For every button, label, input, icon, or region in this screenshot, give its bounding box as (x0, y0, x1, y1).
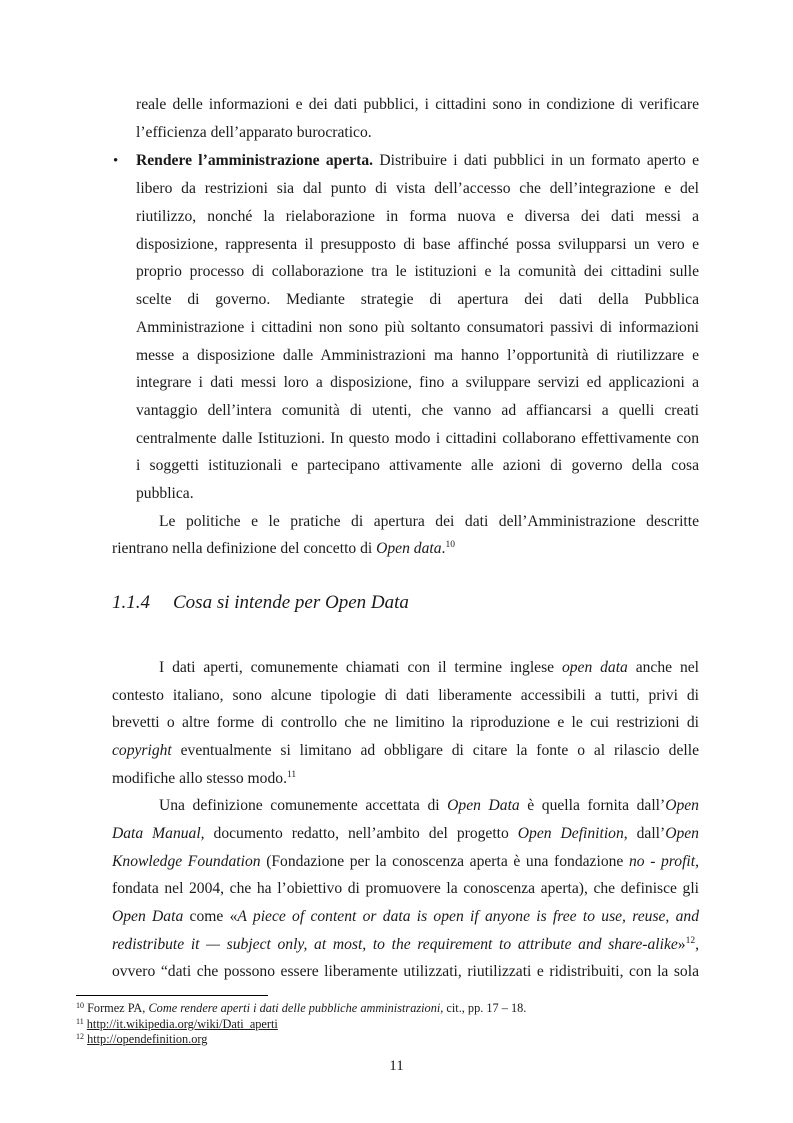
definition-line-2: Data Manual, documento redatto, nell’ambito del progetto Open Definition, dall’Open (112, 825, 699, 842)
bullet-line: Amministrazione i cittadini non sono più soltanto consumatori passivi di informazioni (136, 319, 699, 336)
intro-line-2: l’efficienza dell’apparato burocratico. (136, 124, 372, 141)
bullet-line: vantaggio dell’intera comunità di utenti, che vanno ad affiancarsi a quelli creati (136, 402, 699, 419)
footnote-12-link[interactable]: http://opendefinition.org (87, 1032, 208, 1046)
section-heading (112, 592, 409, 614)
policies-line-1: Le politiche e le pratiche di apertura dei dati dell’Amministrazione descritte (159, 513, 699, 530)
footnote-ref-11: 11 (286, 770, 297, 780)
bullet-line: centralmente dalle Istituzioni. In questo modo i cittadini collaborano effettivamente con (136, 430, 699, 447)
bullet-bold-lead: Rendere l’amministrazione aperta. (136, 152, 374, 169)
bullet-icon: • (113, 153, 119, 169)
footnote-ref-10: 10 (445, 540, 455, 550)
bullet-line: integrare i dati messi loro a disposizione, fino a sviluppare servizi ed applicazioni a (136, 374, 699, 391)
footnote-separator (76, 995, 268, 996)
bullet-last-line: pubblica. (136, 485, 194, 502)
definition-line-6: redistribute it — subject only, at most, to the requirement to attribute and share-alike»$^{12}$, (112, 936, 699, 953)
footnote-ref-12: 12 (685, 936, 696, 946)
definition-line-1: Una definizione comunemente accettata di Open Data è quella fornita dall’Open (159, 797, 699, 814)
section-number: 1.1.4 (112, 592, 150, 613)
definition-line-4: fondata nel 2004, che ha l’obiettivo di promuovere la conoscenza aperta), che definisce gli (112, 880, 699, 897)
bullet-line: scelte di governo. Mediante strategie di apertura dei dati della Pubblica (136, 291, 699, 308)
open-data-line-3: brevetti o altre forme di controllo che ne limitino la riproduzione e le cui restrizioni di (112, 714, 699, 731)
bullet-line: libero da restrizioni sia dal punto di vista dell’accesso che dell’integrazione e del (136, 180, 699, 197)
footnote-10: $^{10}$ Formez PA, Come rendere aperti i dati delle pubbliche amministrazioni, cit., pp. 17 – 18. (76, 1001, 527, 1015)
bullet-line: messe a disposizione dalle Amministrazioni ma hanno l’opportunità di riutilizzare e (136, 347, 699, 364)
bullet-line: disposizione, rappresenta il presupposto di base affinché possa svilupparsi un vero e (136, 236, 699, 253)
intro-line-1: reale delle informazioni e dei dati pubblici, i cittadini sono in condizione di verificare (136, 96, 699, 113)
bullet-line: riutilizzo, nonché la rielaborazione in forma nuova e diversa dei dati messi a (136, 208, 699, 225)
footnote-11: $^{11}$ http://it.wikipedia.org/wiki/Dati_aperti (76, 1017, 278, 1031)
definition-line-7: ovvero “dati che possono essere liberamente utilizzati, riutilizzati e ridistribuiti, con la sola (112, 963, 699, 980)
bullet-line-1: Rendere l’amministrazione aperta. Distribuire i dati pubblici in un formato aperto e (136, 152, 700, 169)
definition-line-3: Knowledge Foundation (Fondazione per la conoscenza aperta è una fondazione no - profit, (112, 853, 699, 870)
page-number: 11 (389, 1058, 404, 1074)
bullet-line: i soggetti istituzionali e partecipano attivamente alle azioni di governo della cosa (136, 457, 699, 474)
section-title: Cosa si intende per Open Data (173, 592, 409, 613)
open-data-line-4: copyright eventualmente si limitano ad obbligare di citare la fonte o al rilascio delle (112, 742, 699, 759)
footnote-12: $^{12}$ http://opendefinition.org (76, 1032, 208, 1046)
bullet-line: proprio processo di collaborazione tra le istituzioni e la comunità dei cittadini sulle (136, 263, 699, 280)
footnote-11-link[interactable]: http://it.wikipedia.org/wiki/Dati_aperti (86, 1017, 278, 1031)
open-data-line-2: contesto italiano, sono alcune tipologie di dati liberamente accessibili a tutti, privi di (112, 687, 699, 704)
policies-line-2: rientrano nella definizione del concetto di Open data.$^{10}$ (112, 540, 455, 557)
open-data-line-1: I dati aperti, comunemente chiamati con il termine inglese open data anche nel (159, 659, 699, 676)
open-data-line-5: modifiche allo stesso modo.$^{11}$ (112, 770, 297, 787)
definition-line-5: Open Data come «A piece of content or data is open if anyone is free to use, reuse, and (112, 908, 699, 925)
